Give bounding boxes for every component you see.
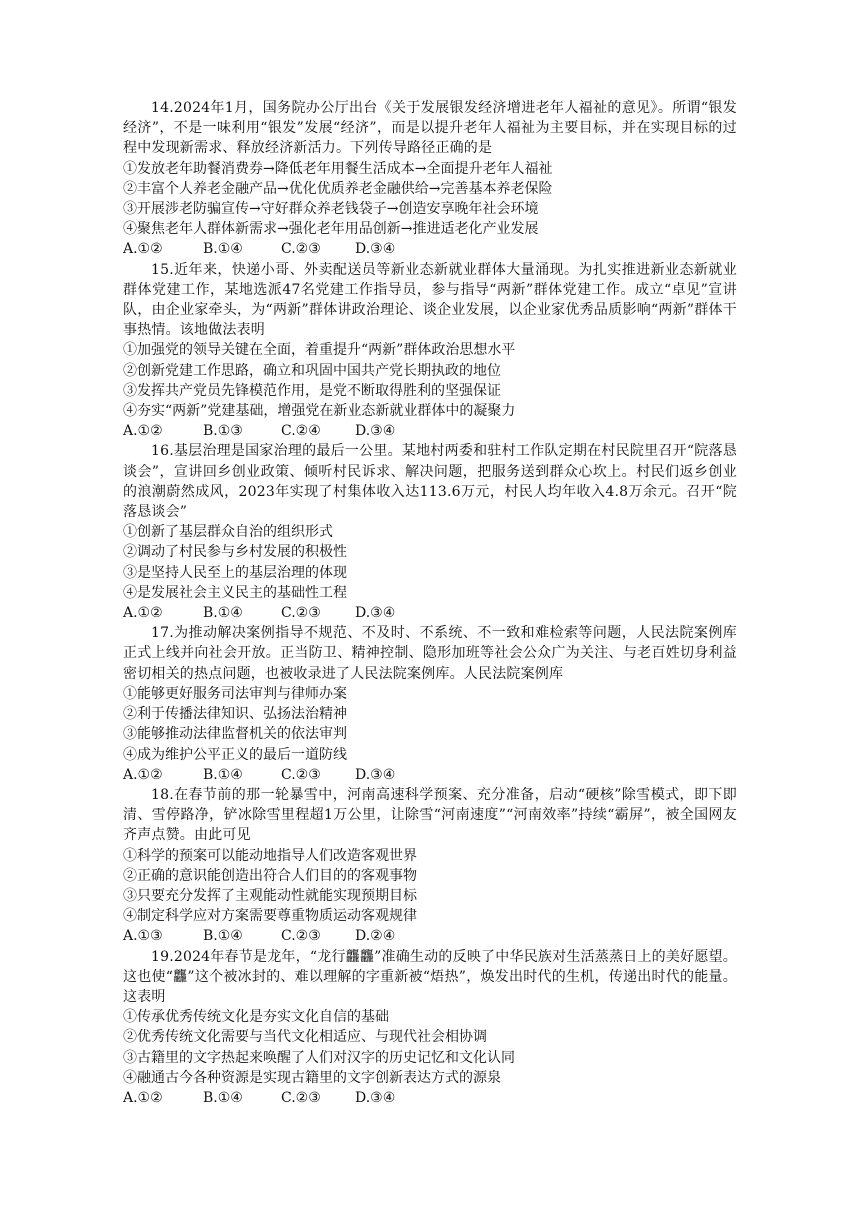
answer-d: D.③④ — [355, 241, 396, 258]
question-16 — [123, 441, 737, 623]
question-14 — [123, 98, 737, 260]
answer-a: A.①② — [123, 605, 163, 622]
answer-a: A.①② — [123, 241, 163, 258]
answer-b: B.①④ — [203, 766, 243, 783]
option-2: ②利于传播法律知识、弘扬法治精神 — [123, 706, 347, 723]
answer-b: B.①④ — [203, 605, 243, 622]
exam-page — [123, 98, 737, 1108]
option-3: ③开展涉老防骗宣传→守好群众养老钱袋子→创造安享晚年社会环境 — [123, 201, 539, 218]
question-17 — [123, 623, 737, 785]
question-stem: 17.为推动解决案例指导不规范、不及时、不系统、不一致和难检索等问题，人民法院案例库正式上线并向社会开放。正当防卫、精神控制、隐形加班等社会公众广为关注、与老百姓切身利益密切相关的热点问题，也被收录进了人民法院案例库。人民法院案例库 — [123, 625, 737, 682]
option-2: ②正确的意识能创造出符合人们目的的客观事物 — [123, 867, 417, 884]
answer-a: A.①② — [123, 766, 163, 783]
option-4: ④成为维护公平正义的最后一道防线 — [123, 746, 347, 763]
option-2: ②创新党建工作思路，确立和巩固中国共产党长期执政的地位 — [123, 362, 501, 379]
option-3: ③古籍里的文字热起来唤醒了人们对汉字的历史记忆和文化认同 — [123, 1049, 515, 1066]
option-3: ③发挥共产党员先锋模范作用，是党不断取得胜利的坚强保证 — [123, 382, 501, 399]
answer-d: D.③④ — [355, 423, 396, 440]
answer-d: D.③④ — [355, 1089, 396, 1106]
answer-choices — [123, 926, 737, 946]
option-4: ④聚焦老年人群体新需求→强化老年用品创新→推进适老化产业发展 — [123, 221, 539, 238]
answer-b: B.①④ — [203, 241, 243, 258]
answer-a: A.①② — [123, 1089, 163, 1106]
option-3: ③是坚持人民至上的基层治理的体现 — [123, 564, 347, 581]
option-1: ①加强党的领导关键在全面，着重提升“两新”群体政治思想水平 — [123, 342, 516, 359]
answer-choices — [123, 765, 737, 785]
answer-c: C.②③ — [281, 928, 321, 945]
answer-a: A.①② — [123, 423, 163, 440]
answer-c: C.②③ — [281, 766, 321, 783]
answer-a: A.①③ — [123, 928, 163, 945]
option-1: ①能够更好服务司法审判与律师办案 — [123, 685, 347, 702]
option-4: ④夯实“两新”党建基础，增强党在新业态新就业群体中的凝聚力 — [123, 403, 516, 420]
option-4: ④是发展社会主义民主的基础性工程 — [123, 584, 347, 601]
answer-choices — [123, 603, 737, 623]
question-18 — [123, 785, 737, 947]
option-1: ①发放老年助餐消费券→降低老年用餐生活成本→全面提升老年人福祉 — [123, 160, 553, 177]
question-15 — [123, 260, 737, 442]
option-1: ①传承优秀传统文化是夯实文化自信的基础 — [123, 1009, 389, 1026]
answer-b: B.①③ — [203, 423, 243, 440]
option-4: ④融通古今各种资源是实现古籍里的文字创新表达方式的源泉 — [123, 1069, 501, 1086]
option-3: ③能够推动法律监督机关的依法审判 — [123, 726, 347, 743]
option-4: ④制定科学应对方案需要尊重物质运动客观规律 — [123, 908, 417, 925]
option-2: ②丰富个人养老金融产品→优化优质养老金融供给→完善基本养老保险 — [123, 180, 553, 197]
question-stem: 14.2024年1月，国务院办公厅出台《关于发展银发经济增进老年人福祉的意见》。所谓“银发经济”，不是一味利用“银发”发展“经济”，而是以提升老年人福祉为主要目标，并在实现目标的过程中发现新需求、释放经济新活力。下列传导路径正确的是 — [123, 100, 737, 157]
question-stem: 16.基层治理是国家治理的最后一公里。某地村两委和驻村工作队定期在村民院里召开“院落恳谈会”，宣讲回乡创业政策、倾听村民诉求、解决问题，把服务送到群众心坎上。村民们返乡创业的浪潮蔚然成风，2023年实现了村集体收入达113.6万元，村民人均年收入4.8万余元。召开“院落恳谈会” — [123, 443, 737, 521]
question-stem: 15.近年来，快递小哥、外卖配送员等新业态新就业群体大量涌现。为扎实推进新业态新就业群体党建工作，某地选派47名党建工作指导员，参与指导“两新”群体党建工作。成立“卓见”宣讲队，由企业家牵头，为“两新”群体讲政治理论、谈企业发展，以企业家优秀品质影响“两新”群体干事热情。该地做法表明 — [123, 261, 737, 339]
option-2: ②优秀传统文化需要与当代文化相适应、与现代社会相协调 — [123, 1029, 487, 1046]
answer-c: C.②③ — [281, 1089, 321, 1106]
question-stem: 18.在春节前的那一轮暴雪中，河南高速科学预案、充分准备，启动“硬核”除雪模式，即下即清、雪停路净，铲冰除雪里程超1万公里，让除雪“河南速度”“河南效率”持续“霸屏”，被全国网友齐声点赞。由此可见 — [123, 786, 737, 844]
answer-choices — [123, 421, 737, 441]
answer-c: C.②③ — [281, 241, 321, 258]
answer-d: D.③④ — [355, 766, 396, 783]
question-stem: 19.2024年春节是龙年，“龙行龘龘”准确生动的反映了中华民族对生活蒸蒸日上的美好愿望。这也使“龘”这个被冰封的、难以理解的字重新被“焐热”，焕发出时代的生机，传递出时代的能量。这表明 — [123, 948, 737, 1005]
option-1: ①创新了基层群众自治的组织形式 — [123, 524, 333, 541]
answer-choices — [123, 239, 737, 259]
answer-choices — [123, 1088, 737, 1108]
option-1: ①科学的预案可以能动地指导人们改造客观世界 — [123, 847, 417, 864]
answer-b: B.①④ — [203, 928, 243, 945]
answer-b: B.①④ — [203, 1089, 243, 1106]
answer-c: C.②③ — [281, 605, 321, 622]
answer-d: D.③④ — [355, 605, 396, 622]
option-3: ③只要充分发挥了主观能动性就能实现预期目标 — [123, 887, 417, 904]
answer-d: D.②④ — [355, 928, 396, 945]
answer-c: C.②④ — [281, 423, 321, 440]
question-19 — [123, 947, 737, 1109]
option-2: ②调动了村民参与乡村发展的积极性 — [123, 544, 347, 561]
